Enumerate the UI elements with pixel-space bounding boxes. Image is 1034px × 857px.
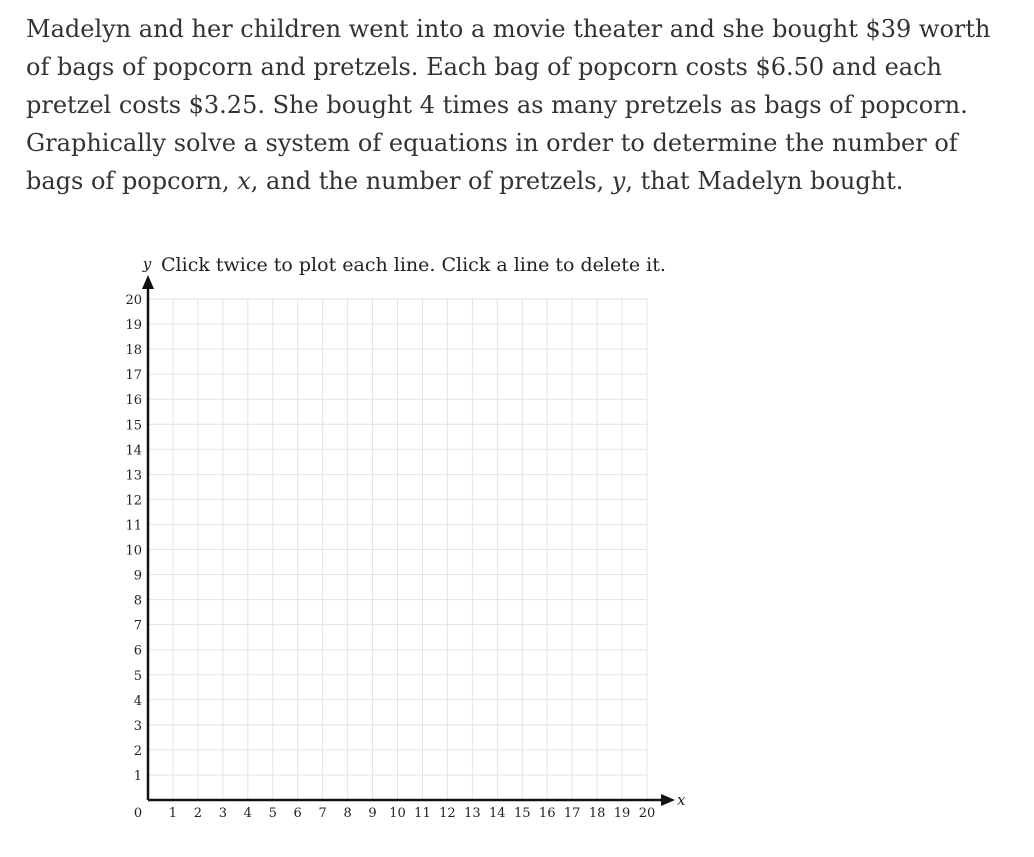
- y-tick-label: 11: [125, 518, 142, 534]
- y-tick-label: 10: [125, 543, 142, 559]
- y-tick-label: 12: [125, 493, 142, 509]
- y-tick-label: 20: [125, 293, 142, 308]
- y-axis-arrow-icon: [142, 275, 154, 289]
- y-tick-label: 18: [125, 343, 142, 359]
- y-axis-label: y: [142, 255, 152, 273]
- x-tick-label: 12: [439, 806, 456, 821]
- x-tick-label: 20: [638, 806, 656, 821]
- y-tick-label: 17: [125, 368, 142, 384]
- x-tick-label: 7: [318, 806, 327, 821]
- x-tick-label: 19: [613, 806, 631, 821]
- y-tick-label: 7: [133, 618, 142, 634]
- x-tick-label: 14: [489, 806, 506, 821]
- x-tick-label: 17: [563, 806, 581, 821]
- y-tick-label: 6: [133, 643, 142, 659]
- y-tick-label: 3: [133, 718, 142, 734]
- y-tick-label: 19: [125, 318, 142, 334]
- grid-lines: [148, 299, 647, 800]
- x-tick-label: 4: [243, 806, 252, 821]
- x-tick-label: 15: [513, 806, 531, 821]
- x-tick-label: 18: [588, 806, 606, 821]
- x-tick-label: 5: [268, 806, 277, 821]
- problem-text-part2: , and the number of pretzels,: [250, 167, 612, 195]
- variable-x: x: [237, 167, 251, 195]
- y-tick-label: 5: [133, 668, 142, 684]
- variable-y: y: [611, 167, 626, 195]
- y-tick-label: 1: [133, 768, 142, 784]
- y-tick-label: 4: [133, 693, 142, 709]
- x-tick-label: 10: [389, 806, 406, 821]
- x-tick-label: 16: [538, 806, 556, 821]
- x-tick-label: 11: [414, 806, 431, 821]
- x-tick-label: 2: [193, 806, 203, 821]
- y-tick-label: 13: [125, 468, 142, 484]
- problem-text-part1: Madelyn and her children went into a movie theater and she bought $39 worth of bags of popcorn and pretzels. Each bag of popcorn costs $6.50 and each pretzel costs $3.25. She bought 4 times as many pretzels as bags of popcorn. Graphically solve a system of equations in order to determine the number of bags of popcorn,: [26, 15, 991, 195]
- x-axis-label: x: [677, 791, 686, 809]
- x-tick-label: 1: [168, 806, 178, 821]
- x-tick-label: 6: [293, 806, 302, 821]
- x-tick-label: 3: [218, 806, 227, 821]
- y-tick-label: 15: [125, 418, 142, 434]
- y-tick-label: 8: [133, 593, 142, 609]
- y-tick-label: 2: [133, 743, 142, 759]
- graph-instructions: Click twice to plot each line. Click a line to delete it.: [161, 254, 666, 276]
- problem-text-part3: , that Madelyn bought.: [625, 167, 904, 195]
- x-tick-labels: [169, 806, 655, 821]
- x-tick-label: 13: [464, 806, 481, 821]
- x-axis-arrow-icon: [661, 794, 675, 806]
- x-tick-label: 8: [343, 806, 352, 821]
- y-tick-label: 16: [125, 393, 142, 409]
- y-tick-label: 9: [133, 568, 142, 584]
- x-tick-label: 9: [368, 806, 377, 821]
- origin-label: 0: [133, 806, 143, 821]
- y-tick-label: 14: [125, 443, 142, 459]
- y-tick-labels: [125, 293, 142, 784]
